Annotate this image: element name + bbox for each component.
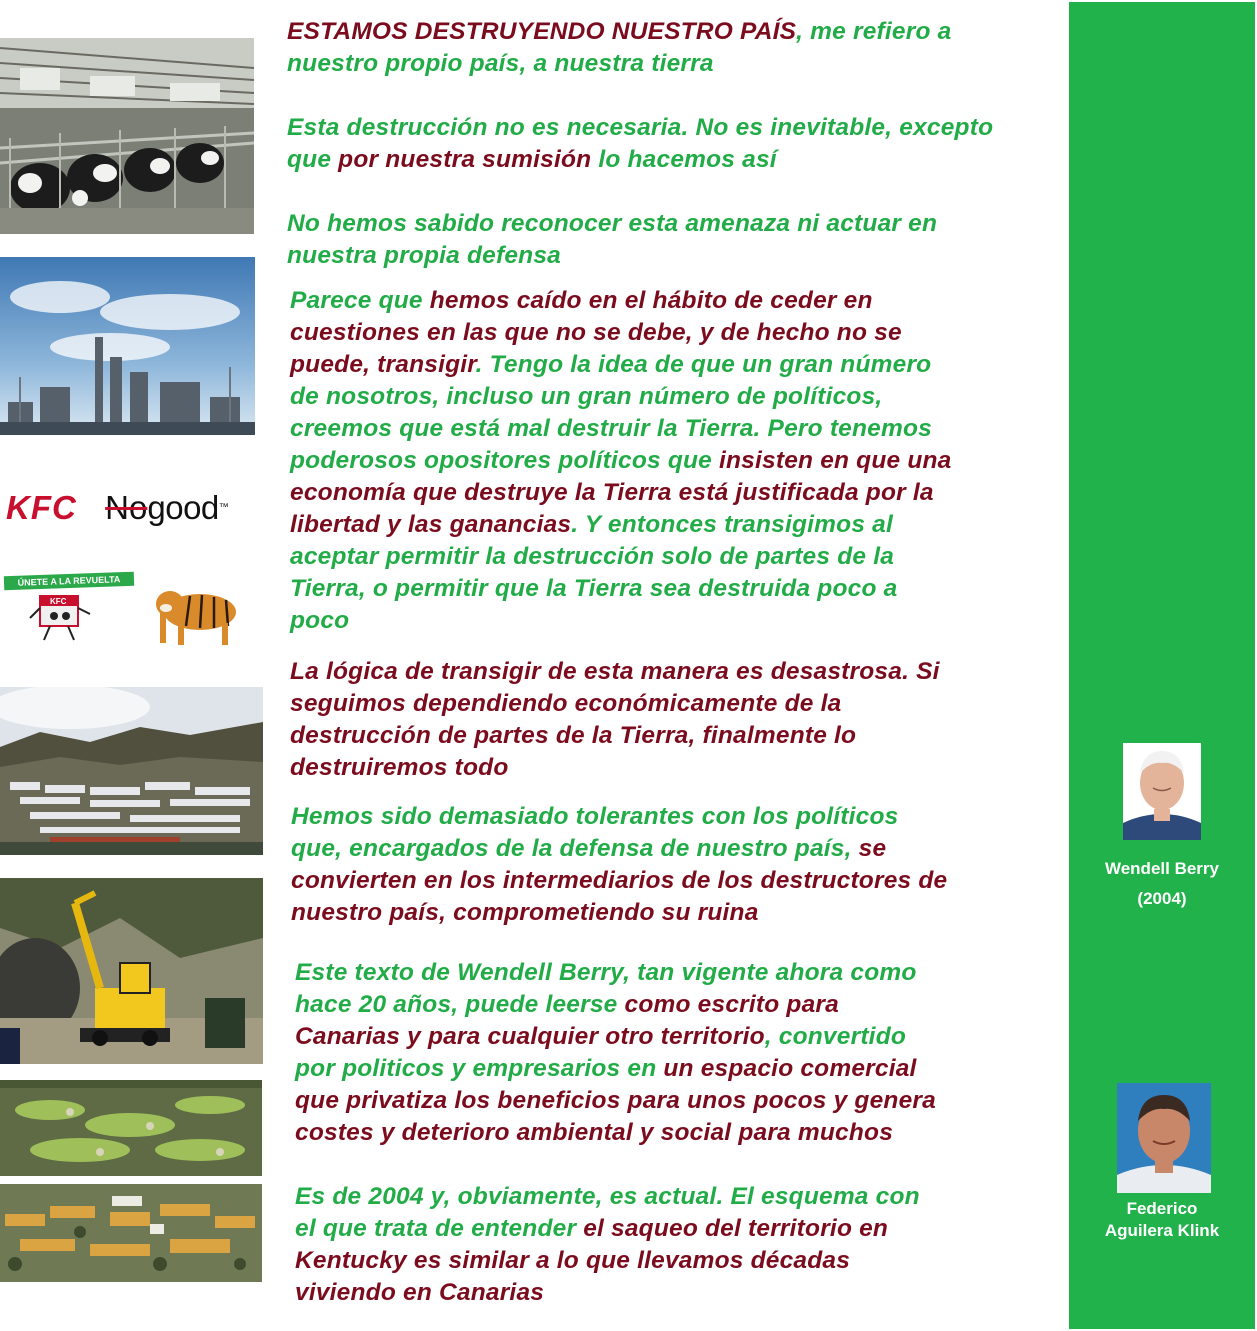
text-run: poderosos opositores políticos que [290, 447, 719, 474]
text-run: nuestro país, comprometiendo su ruina [291, 899, 759, 926]
kfc-no-text: No [105, 489, 148, 526]
text-run: destruiremos todo [290, 754, 509, 781]
housing-development-image [0, 1184, 262, 1282]
excavator-photo [0, 878, 263, 1064]
text-run: por politicos y empresarios en [295, 1055, 664, 1082]
text-run: el saqueo del territorio en [583, 1215, 889, 1242]
text-run: convierten en los intermediarios de los destructores de [291, 867, 948, 894]
kfc-bucket-text: KFC [50, 597, 67, 606]
text-run: que [287, 146, 339, 173]
paragraph-8 [295, 1181, 920, 1309]
text-run: Tierra, o permitir que la Tierra sea destruida poco a [290, 575, 898, 602]
text-run: que privatiza los beneficios para unos pocos y genera [295, 1087, 936, 1114]
text-run: economía que destruye la Tierra está justificada por la [290, 479, 934, 506]
text-run: Parece que [290, 287, 430, 314]
text-run: creemos que está mal destruir la Tierra. Pero tenemos [290, 415, 932, 442]
text-run: costes y deterioro ambiental y social para muchos [295, 1119, 894, 1146]
text-run: como escrito para [624, 991, 839, 1018]
kfc-nogood-logo [0, 484, 262, 534]
text-run: se [858, 835, 887, 862]
paragraph-2 [287, 112, 993, 176]
text-run: . Tengo la idea de que un gran número [475, 351, 932, 378]
text-run: cuestiones en las que no se debe, y de hecho no se [290, 319, 902, 346]
text-run: Este texto de Wendell Berry, tan vigente ahora como [295, 959, 917, 986]
golf-course-photo [0, 1080, 262, 1176]
text-run: No hemos sabido reconocer esta amenaza ni actuar en [287, 210, 938, 237]
text-run: nuestra propia defensa [287, 242, 561, 269]
wendell-berry-portrait [1123, 743, 1201, 840]
cow-barn-photo [0, 38, 254, 234]
text-run: viviendo en Canarias [295, 1279, 545, 1306]
text-run: hemos caído en el hábito de ceder en [429, 287, 873, 314]
paragraph-5 [290, 656, 940, 784]
paragraph-3 [287, 208, 937, 272]
paragraph-4 [290, 285, 952, 637]
text-run: La lógica de transigir de esta manera es desastrosa. Si [290, 658, 940, 685]
wendell-berry-name: Wendell Berry [1104, 859, 1219, 878]
paragraph-7 [295, 957, 936, 1149]
paragraph-1 [287, 16, 951, 80]
text-run: destrucción de partes de la Tierra, finalmente lo [290, 722, 857, 749]
wendell-berry-year: (2004) [1137, 889, 1187, 908]
kfc-tm-text: ™ [218, 502, 229, 513]
text-run: Canarias y para cualquier otro territorio [295, 1023, 765, 1050]
federico-aguilera-name-line1: Federico [1126, 1199, 1198, 1218]
text-run: Kentucky es similar a lo que llevamos décadas [295, 1247, 851, 1274]
text-run: Esta destrucción no es necesaria. No es inevitable, excepto [287, 114, 994, 141]
federico-aguilera-name-line2: Aguilera Klink [1104, 1221, 1220, 1240]
text-run: un espacio comercial [663, 1055, 917, 1082]
paragraph-6 [291, 801, 947, 929]
text-run: poco [290, 607, 350, 634]
text-run: Es de 2004 y, obviamente, es actual. El esquema con [295, 1183, 920, 1210]
kfc-good-text: good [147, 489, 219, 526]
text-run: . Y entonces transigimos al [571, 511, 893, 538]
text-run: que, encargados de la defensa de nuestro país, [291, 835, 859, 862]
text-run: hace 20 años, puede leerse [295, 991, 625, 1018]
text-run: aceptar permitir la destrucción solo de partes de la [290, 543, 895, 570]
text-run: de nosotros, incluso un gran número de políticos, [290, 383, 883, 410]
text-run: lo hacemos así [591, 146, 777, 173]
text-run: por nuestra sumisión [338, 146, 592, 173]
kfc-tiger-image [0, 568, 262, 652]
text-run: , convertido [764, 1023, 907, 1050]
text-run: libertad y las ganancias [290, 511, 572, 538]
author-sidebar [1069, 2, 1255, 1329]
text-run: puede, transigir [290, 351, 476, 378]
text-run: Hemos sido demasiado tolerantes con los políticos [291, 803, 899, 830]
kfc-brand-text: KFC [6, 489, 77, 526]
refinery-photo [0, 257, 255, 435]
text-run: , me refiero a [796, 18, 952, 45]
text-run: insisten en que una [719, 447, 952, 474]
text-run: seguimos dependiendo económicamente de la [290, 690, 842, 717]
text-run: el que trata de entender [295, 1215, 584, 1242]
text-run: ESTAMOS DESTRUYENDO NUESTRO PAÍS [287, 18, 797, 45]
hillside-town-photo [0, 687, 263, 855]
federico-aguilera-portrait [1117, 1083, 1211, 1193]
kfc-banner-label: ÚNETE A LA REVUELTA [4, 572, 134, 591]
text-run: nuestro propio país, a nuestra tierra [287, 50, 714, 77]
